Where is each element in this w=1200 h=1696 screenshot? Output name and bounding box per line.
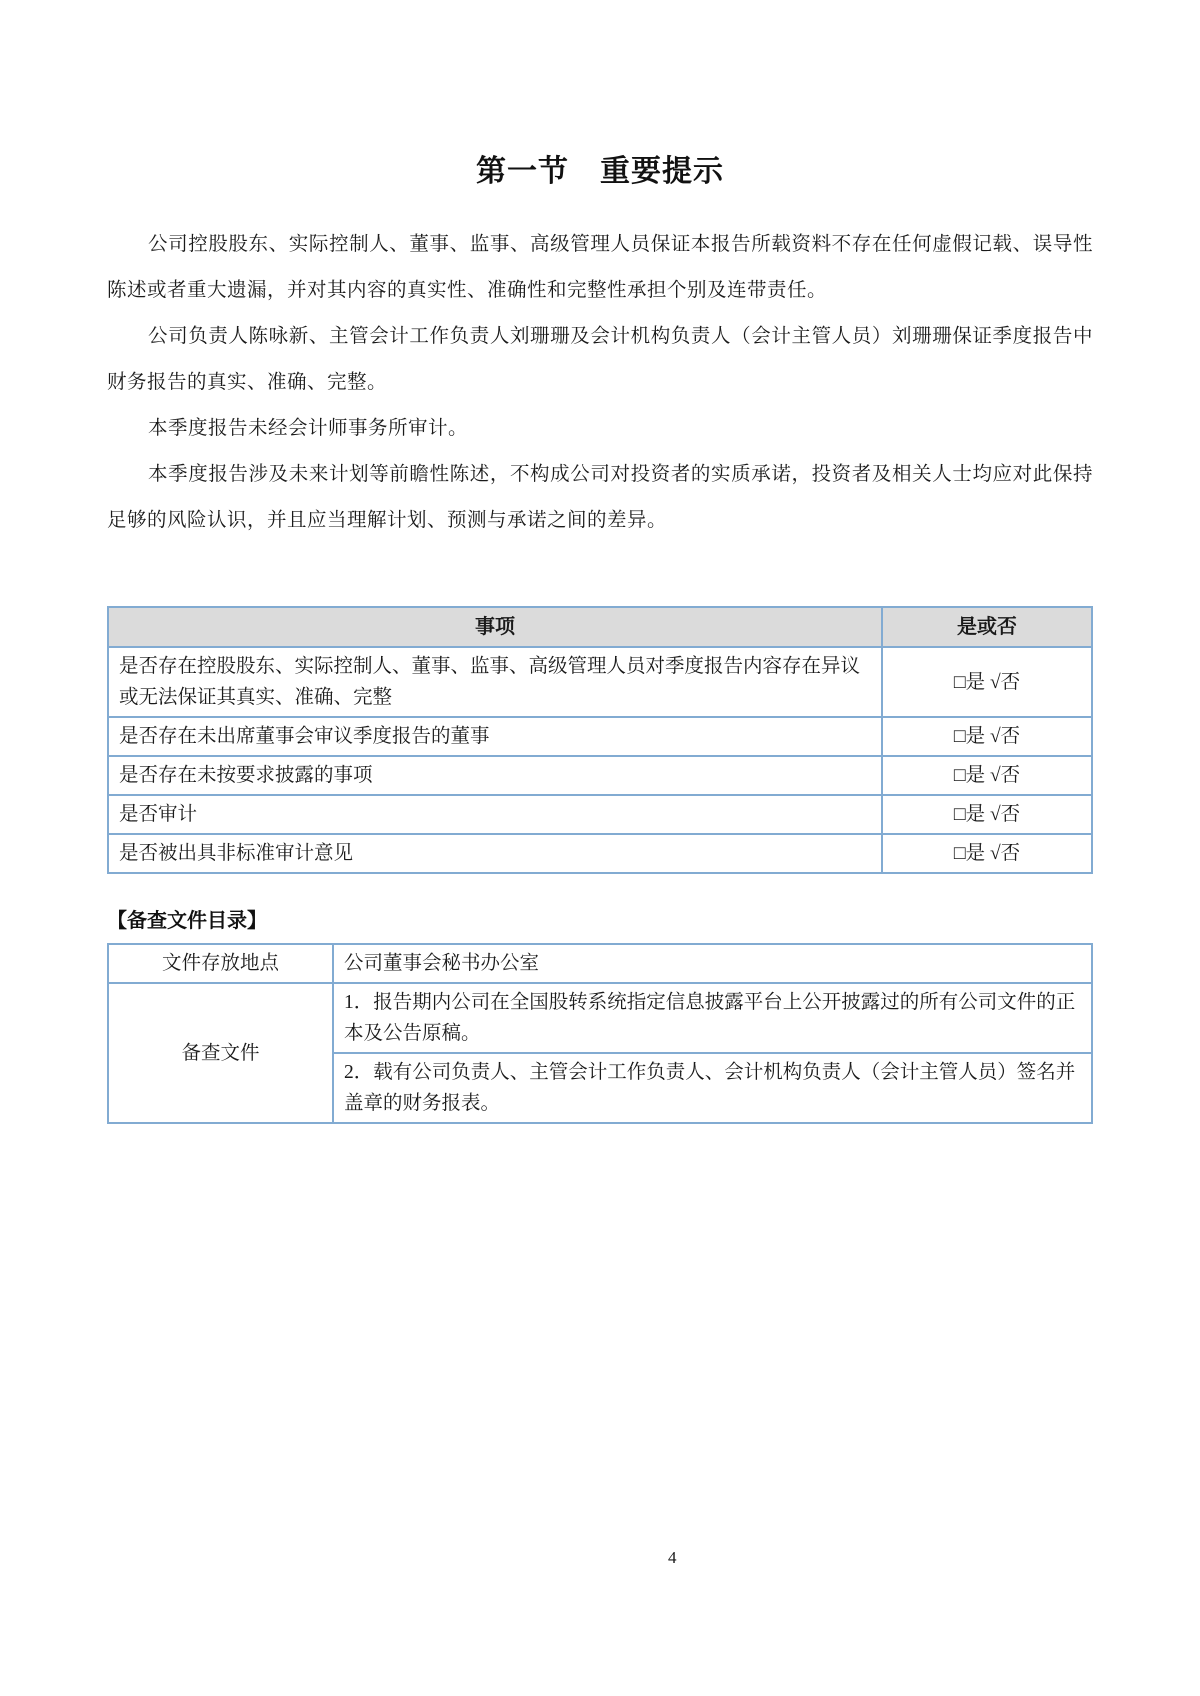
table-row: [108, 944, 1092, 983]
answer-checkboxes: □是 √否: [882, 647, 1092, 717]
answer-checkboxes: □是 √否: [882, 795, 1092, 834]
table-row: [108, 717, 1092, 756]
paragraph-forward-looking: 本季度报告涉及未来计划等前瞻性陈述，不构成公司对投资者的实质承诺，投资者及相关人士均应对此保持足够的风险认识，并且应当理解计划、预测与承诺之间的差异。: [107, 464, 1093, 531]
items-table-header-answer: 是或否: [882, 607, 1092, 647]
item-text: 是否审计: [108, 795, 882, 834]
section-title: 第一节 重要提示: [476, 155, 724, 188]
table-row: [108, 795, 1092, 834]
items-table: [107, 606, 1093, 874]
item-text: 是否存在未出席董事会审议季度报告的董事: [108, 717, 882, 756]
file-item-cell: 1．报告期内公司在全国股转系统指定信息披露平台上公开披露过的所有公司文件的正本及公告原稿。: [333, 983, 1092, 1053]
location-value-cell: 公司董事会秘书办公室: [333, 944, 1092, 983]
table-row: [108, 983, 1092, 1053]
paragraph-unaudited: 本季度报告未经会计师事务所审计。: [148, 418, 469, 439]
paragraph-disclaimer: 公司控股股东、实际控制人、董事、监事、高级管理人员保证本报告所载资料不存在任何虚假记载、误导性陈述或者重大遗漏，并对其内容的真实性、准确性和完整性承担个别及连带责任。: [107, 234, 1093, 301]
files-label-cell: 备查文件: [108, 983, 333, 1123]
item-text: 是否存在未按要求披露的事项: [108, 756, 882, 795]
items-table-header-row: [108, 607, 1092, 647]
item-text: 是否被出具非标准审计意见: [108, 834, 882, 873]
location-label-cell: 文件存放地点: [108, 944, 333, 983]
documents-heading: 【备查文件目录】: [107, 910, 267, 932]
table-row: [108, 834, 1092, 873]
table-row: [108, 647, 1092, 717]
items-table-header-item: 事项: [108, 607, 882, 647]
item-text: 是否存在控股股东、实际控制人、董事、监事、高级管理人员对季度报告内容存在异议或无法保证其真实、准确、完整: [108, 647, 882, 717]
intro-paragraphs: [107, 222, 1093, 544]
documents-table: [107, 943, 1093, 1124]
table-row: [108, 756, 1092, 795]
answer-checkboxes: □是 √否: [882, 834, 1092, 873]
page-content: [107, 0, 1093, 1124]
page-number: 4: [668, 1548, 677, 1567]
answer-checkboxes: □是 √否: [882, 756, 1092, 795]
answer-checkboxes: □是 √否: [882, 717, 1092, 756]
paragraph-responsible-persons: 公司负责人陈咏新、主管会计工作负责人刘珊珊及会计机构负责人（会计主管人员）刘珊珊保证季度报告中财务报告的真实、准确、完整。: [107, 326, 1093, 393]
file-item-cell: 2．载有公司负责人、主管会计工作负责人、会计机构负责人（会计主管人员）签名并盖章的财务报表。: [333, 1053, 1092, 1123]
